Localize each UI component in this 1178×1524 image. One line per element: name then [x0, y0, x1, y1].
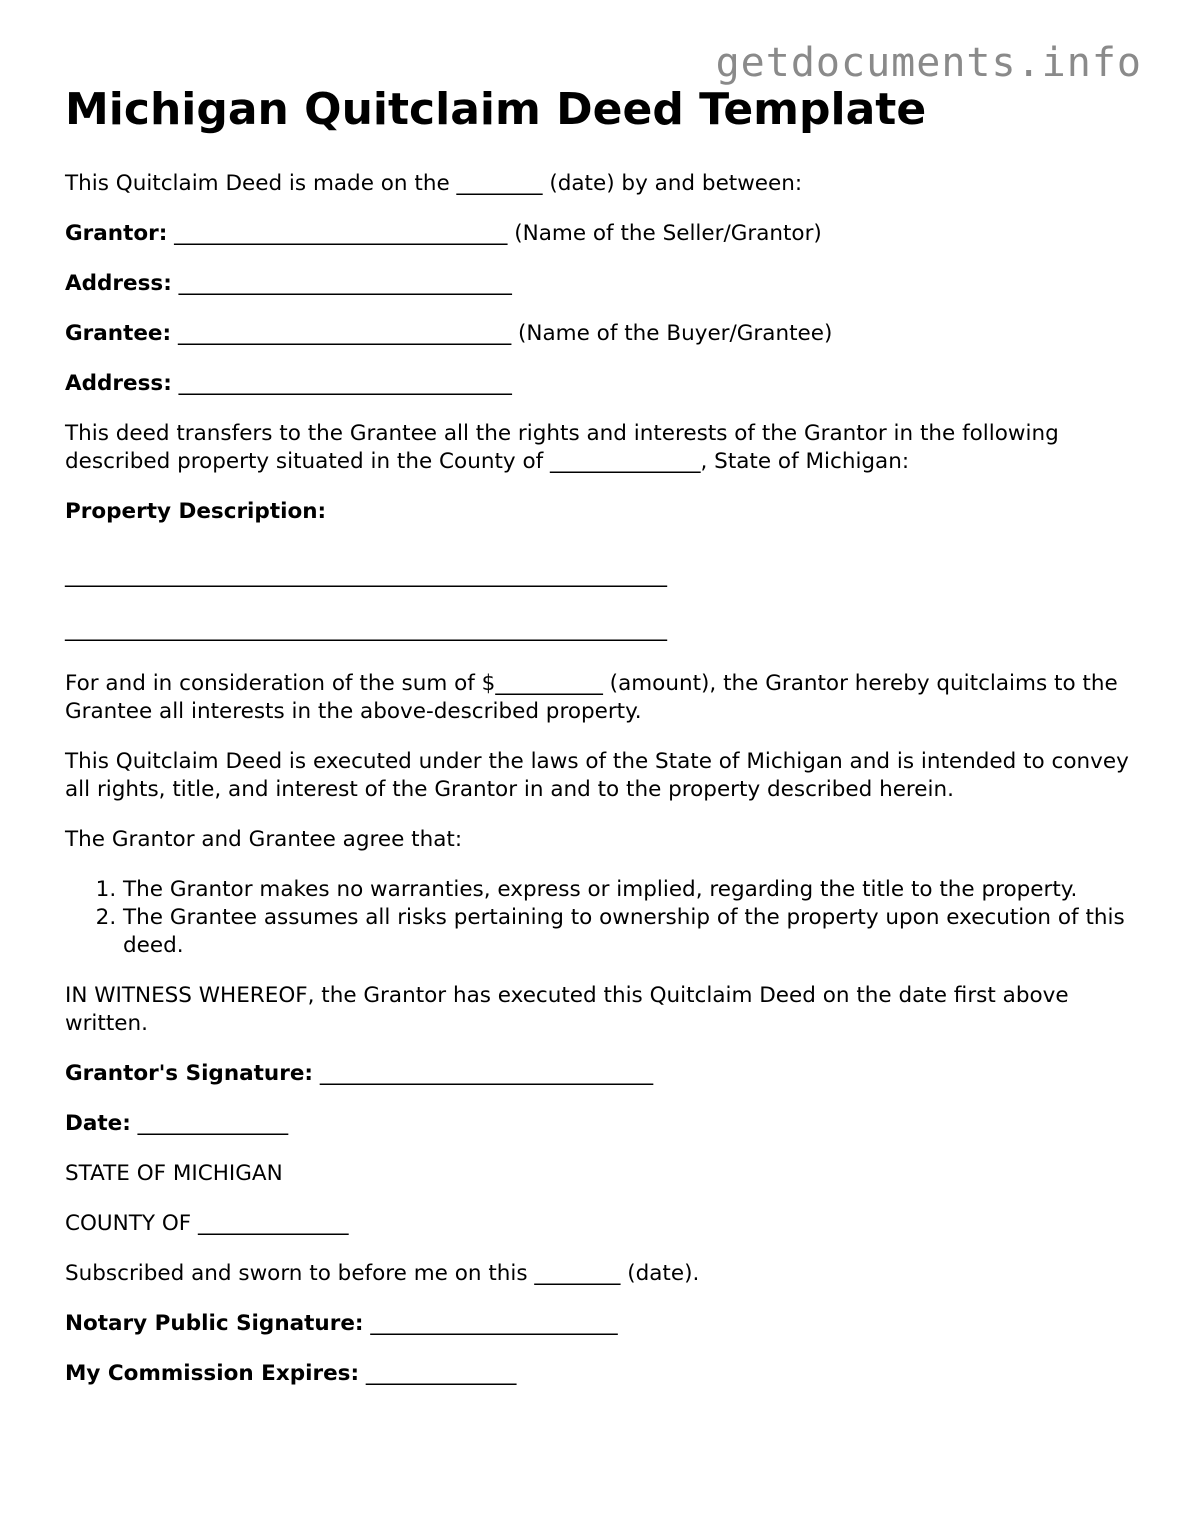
document-page: [65, 80, 1135, 1388]
property-description-line-2: ________________________________________________________: [65, 617, 667, 642]
grantor-address-field: [65, 270, 1135, 298]
watermark: getdocuments.info: [715, 40, 1142, 86]
grantee-address-label: Address:: [65, 371, 172, 396]
agreement-item-2: 2. The Grantee assumes all risks pertaining to ownership of the property upon execution of this deed.: [123, 904, 1135, 960]
state-line: STATE OF MICHIGAN: [65, 1161, 283, 1186]
grantee-address-field: [65, 370, 1135, 398]
transfer-paragraph: This deed transfers to the Grantee all the rights and interests of the Grantor in the following described property situated in the County of ______________, State of Michigan:: [65, 421, 1059, 474]
grantor-signature-field: [65, 1060, 1135, 1088]
grantor-signature-blank: _______________________________: [313, 1061, 654, 1086]
grantor-address-blank: _______________________________: [171, 271, 512, 296]
property-description-label: Property Description:: [65, 499, 327, 524]
commission-blank: ______________: [359, 1361, 517, 1386]
property-description-line-1: ________________________________________________________: [65, 563, 667, 588]
intro-paragraph: This Quitclaim Deed is made on the ________ (date) by and between:: [65, 171, 803, 196]
grantor-field: [65, 220, 1135, 248]
sworn-paragraph: Subscribed and sworn to before me on this ________ (date).: [65, 1261, 700, 1286]
grantee-label: Grantee:: [65, 321, 172, 346]
county-line: COUNTY OF ______________: [65, 1211, 349, 1236]
grantee-field: [65, 320, 1135, 348]
date-label: Date:: [65, 1111, 131, 1136]
page-title: Michigan Quitclaim Deed Template: [65, 84, 927, 135]
agree-paragraph: The Grantor and Grantee agree that:: [65, 827, 463, 852]
grantor-address-label: Address:: [65, 271, 172, 296]
commission-label: My Commission Expires:: [65, 1361, 360, 1386]
laws-paragraph: This Quitclaim Deed is executed under the laws of the State of Michigan and is intended to convey all rights, title, and interest of the Grantor in and to the property described herein.: [65, 749, 1129, 802]
notary-signature-field: [65, 1310, 1135, 1338]
grantee-blank: _______________________________ (Name of the Buyer/Grantee): [171, 321, 833, 346]
notary-signature-blank: _______________________: [363, 1311, 618, 1336]
grantor-blank: _______________________________ (Name of the Seller/Grantor): [167, 221, 822, 246]
grantor-label: Grantor:: [65, 221, 168, 246]
witness-paragraph: IN WITNESS WHEREOF, the Grantor has executed this Quitclaim Deed on the date first above written.: [65, 983, 1069, 1036]
notary-signature-label: Notary Public Signature:: [65, 1311, 364, 1336]
date-field: [65, 1110, 1135, 1138]
agreements-list: [65, 876, 1135, 960]
grantor-signature-label: Grantor's Signature:: [65, 1061, 314, 1086]
grantee-address-blank: _______________________________: [171, 371, 512, 396]
date-blank: ______________: [130, 1111, 289, 1136]
consideration-paragraph: For and in consideration of the sum of $__________ (amount), the Grantor hereby quitclaims to the Grantee all interests in the above-described property.: [65, 671, 1118, 724]
commission-field: [65, 1360, 1135, 1388]
agreement-item-1: 1. The Grantor makes no warranties, express or implied, regarding the title to the property.: [123, 876, 1135, 904]
